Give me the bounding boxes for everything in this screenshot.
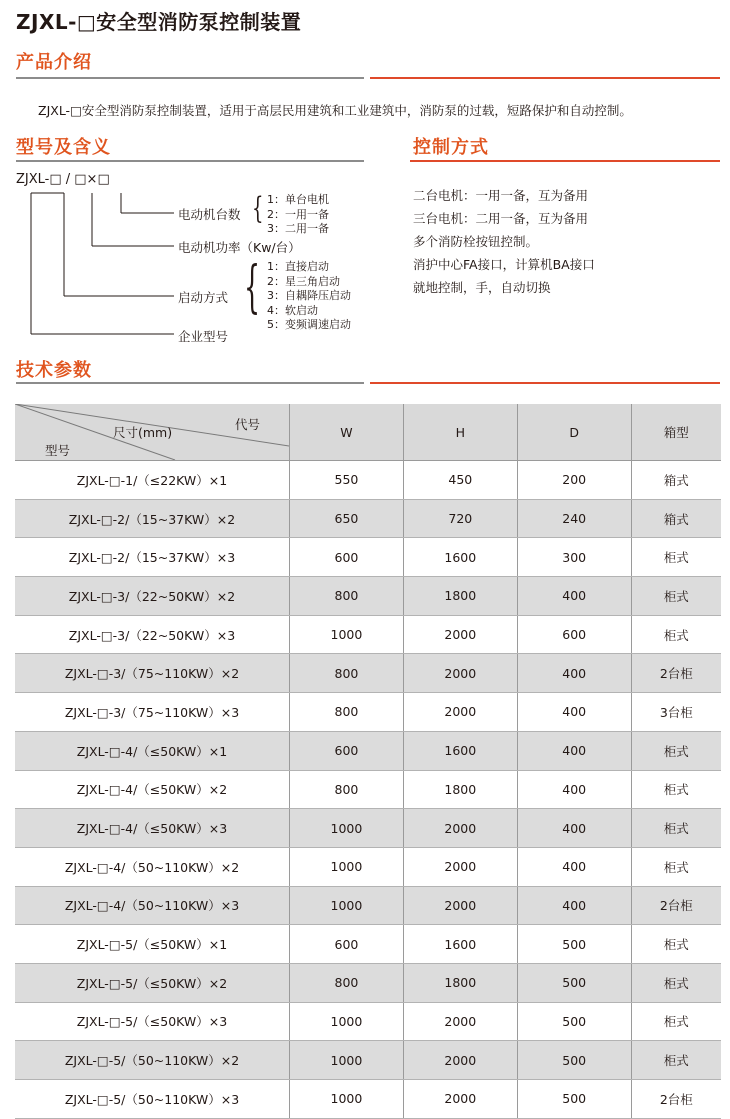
cell-model: ZJXL-□-5/（50~110KW）×2 bbox=[15, 1041, 290, 1080]
page-title: ZJXL-□安全型消防泵控制装置 bbox=[16, 10, 302, 34]
cell-w: 1000 bbox=[290, 886, 404, 925]
table-row bbox=[15, 963, 721, 1002]
cell-type: 柜式 bbox=[631, 1041, 721, 1080]
cell-type: 柜式 bbox=[631, 770, 721, 809]
cell-w: 800 bbox=[290, 963, 404, 1002]
cell-model: ZJXL-□-4/（50~110KW）×2 bbox=[15, 847, 290, 886]
cell-model: ZJXL-□-2/（15~37KW）×3 bbox=[15, 538, 290, 577]
params-table bbox=[15, 404, 721, 1119]
header-d: D bbox=[517, 404, 631, 461]
cell-model: ZJXL-□-3/（75~110KW）×3 bbox=[15, 693, 290, 732]
motor-count-option-2: 2：一用一备 bbox=[267, 207, 329, 221]
cell-type: 2台柜 bbox=[631, 886, 721, 925]
control-line: 多个消防栓按钮控制。 bbox=[413, 234, 539, 249]
cell-h: 2000 bbox=[403, 693, 517, 732]
cell-model: ZJXL-□-3/（75~110KW）×2 bbox=[15, 654, 290, 693]
cell-model: ZJXL-□-5/（≤50KW）×3 bbox=[15, 1002, 290, 1041]
cell-h: 720 bbox=[403, 499, 517, 538]
cell-type: 柜式 bbox=[631, 1002, 721, 1041]
cell-model: ZJXL-□-4/（50~110KW）×3 bbox=[15, 886, 290, 925]
cell-d: 400 bbox=[517, 654, 631, 693]
cell-type: 2台柜 bbox=[631, 654, 721, 693]
table-row bbox=[15, 847, 721, 886]
cell-d: 400 bbox=[517, 770, 631, 809]
cell-type: 箱式 bbox=[631, 499, 721, 538]
cell-d: 300 bbox=[517, 538, 631, 577]
table-row bbox=[15, 770, 721, 809]
control-list bbox=[413, 184, 595, 299]
motor-count-brace: { bbox=[252, 191, 264, 226]
cell-type: 柜式 bbox=[631, 925, 721, 964]
model-code: ZJXL-□ / □×□ bbox=[16, 172, 110, 187]
table-row bbox=[15, 693, 721, 732]
table-row bbox=[15, 577, 721, 616]
cell-h: 2000 bbox=[403, 847, 517, 886]
motor-power-label: 电动机功率（Kw/台） bbox=[178, 240, 301, 255]
header-model-label: 型号 bbox=[45, 443, 71, 458]
table-row bbox=[15, 809, 721, 848]
start-mode-option-4: 4：软启动 bbox=[267, 303, 318, 317]
cell-w: 1000 bbox=[290, 809, 404, 848]
header-code-label: 代号 bbox=[235, 417, 261, 432]
cell-model: ZJXL-□-2/（15~37KW）×2 bbox=[15, 499, 290, 538]
cell-model: ZJXL-□-3/（22~50KW）×3 bbox=[15, 615, 290, 654]
cell-w: 550 bbox=[290, 461, 404, 500]
intro-text: ZJXL-□安全型消防泵控制装置，适用于高层民用建筑和工业建筑中，消防泵的过载，短路保护和自动控制。 bbox=[38, 103, 632, 118]
cell-d: 500 bbox=[517, 963, 631, 1002]
motor-count-option-1: 1：单台电机 bbox=[267, 193, 329, 206]
table-row bbox=[15, 538, 721, 577]
start-mode-option-5: 5：变频调速启动 bbox=[267, 318, 351, 331]
params-rule-left bbox=[16, 382, 364, 384]
cell-model: ZJXL-□-4/（≤50KW）×3 bbox=[15, 809, 290, 848]
cell-w: 800 bbox=[290, 693, 404, 732]
header-w: W bbox=[290, 404, 404, 461]
start-mode-option-1: 1：直接启动 bbox=[267, 260, 329, 273]
cell-type: 箱式 bbox=[631, 461, 721, 500]
company-model-label: 企业型号 bbox=[178, 329, 229, 344]
motor-count-label: 电动机台数 bbox=[178, 207, 241, 222]
cell-h: 2000 bbox=[403, 615, 517, 654]
start-mode-brace: { bbox=[244, 255, 261, 320]
cell-d: 500 bbox=[517, 1002, 631, 1041]
cell-type: 柜式 bbox=[631, 538, 721, 577]
cell-d: 400 bbox=[517, 886, 631, 925]
cell-d: 500 bbox=[517, 925, 631, 964]
cell-model: ZJXL-□-4/（≤50KW）×1 bbox=[15, 731, 290, 770]
table-row bbox=[15, 1080, 721, 1119]
motor-count-option-3: 3：二用一备 bbox=[267, 222, 329, 235]
cell-d: 400 bbox=[517, 847, 631, 886]
cell-type: 柜式 bbox=[631, 615, 721, 654]
cell-h: 450 bbox=[403, 461, 517, 500]
cell-h: 1800 bbox=[403, 770, 517, 809]
table-row bbox=[15, 461, 721, 500]
cell-d: 600 bbox=[517, 615, 631, 654]
cell-model: ZJXL-□-5/（50~110KW）×3 bbox=[15, 1080, 290, 1119]
table-header-row bbox=[15, 404, 721, 461]
cell-d: 400 bbox=[517, 577, 631, 616]
cell-w: 1000 bbox=[290, 615, 404, 654]
control-line: 就地控制，手，自动切换 bbox=[413, 280, 551, 295]
start-mode-label: 启动方式 bbox=[178, 290, 229, 305]
cell-h: 1800 bbox=[403, 963, 517, 1002]
cell-d: 240 bbox=[517, 499, 631, 538]
control-line: 二台电机：一用一备，互为备用 bbox=[413, 188, 589, 203]
cell-d: 400 bbox=[517, 809, 631, 848]
cell-model: ZJXL-□-5/（≤50KW）×1 bbox=[15, 925, 290, 964]
table-row bbox=[15, 1002, 721, 1041]
cell-h: 2000 bbox=[403, 1041, 517, 1080]
model-diagram-lines bbox=[0, 0, 730, 360]
cell-w: 600 bbox=[290, 731, 404, 770]
cell-type: 柜式 bbox=[631, 847, 721, 886]
control-line: 消护中心FA接口，计算机BA接口 bbox=[413, 257, 595, 272]
start-mode-option-2: 2：星三角启动 bbox=[267, 274, 340, 288]
cell-d: 500 bbox=[517, 1041, 631, 1080]
cell-h: 2000 bbox=[403, 654, 517, 693]
params-rule-right bbox=[370, 382, 720, 384]
cell-type: 3台柜 bbox=[631, 693, 721, 732]
cell-d: 400 bbox=[517, 731, 631, 770]
cell-w: 1000 bbox=[290, 1002, 404, 1041]
cell-w: 800 bbox=[290, 770, 404, 809]
cell-w: 600 bbox=[290, 538, 404, 577]
cell-type: 柜式 bbox=[631, 577, 721, 616]
table-row bbox=[15, 1041, 721, 1080]
cell-model: ZJXL-□-1/（≤22KW）×1 bbox=[15, 461, 290, 500]
header-type: 箱型 bbox=[631, 404, 721, 461]
cell-type: 柜式 bbox=[631, 809, 721, 848]
cell-h: 2000 bbox=[403, 1080, 517, 1119]
cell-h: 1600 bbox=[403, 925, 517, 964]
cell-d: 500 bbox=[517, 1080, 631, 1119]
table-row bbox=[15, 886, 721, 925]
cell-h: 1800 bbox=[403, 577, 517, 616]
cell-w: 1000 bbox=[290, 847, 404, 886]
control-heading: 控制方式 bbox=[413, 137, 489, 158]
params-heading: 技术参数 bbox=[16, 360, 92, 381]
header-h: H bbox=[403, 404, 517, 461]
table-row bbox=[15, 654, 721, 693]
table-row bbox=[15, 615, 721, 654]
cell-w: 600 bbox=[290, 925, 404, 964]
table-row bbox=[15, 731, 721, 770]
cell-w: 1000 bbox=[290, 1041, 404, 1080]
cell-h: 2000 bbox=[403, 809, 517, 848]
cell-d: 200 bbox=[517, 461, 631, 500]
cell-type: 2台柜 bbox=[631, 1080, 721, 1119]
cell-d: 400 bbox=[517, 693, 631, 732]
cell-model: ZJXL-□-4/（≤50KW）×2 bbox=[15, 770, 290, 809]
cell-h: 2000 bbox=[403, 1002, 517, 1041]
table-row bbox=[15, 499, 721, 538]
start-mode-option-3: 3：自耦降压启动 bbox=[267, 289, 351, 302]
header-dim-label: 尺寸(mm) bbox=[113, 425, 173, 440]
cell-w: 800 bbox=[290, 577, 404, 616]
cell-type: 柜式 bbox=[631, 731, 721, 770]
cell-w: 1000 bbox=[290, 1080, 404, 1119]
cell-h: 2000 bbox=[403, 886, 517, 925]
table-row bbox=[15, 925, 721, 964]
header-diagonal-cell bbox=[15, 404, 290, 461]
cell-w: 800 bbox=[290, 654, 404, 693]
cell-h: 1600 bbox=[403, 731, 517, 770]
cell-model: ZJXL-□-5/（≤50KW）×2 bbox=[15, 963, 290, 1002]
cell-h: 1600 bbox=[403, 538, 517, 577]
cell-type: 柜式 bbox=[631, 963, 721, 1002]
cell-model: ZJXL-□-3/（22~50KW）×2 bbox=[15, 577, 290, 616]
intro-heading: 产品介绍 bbox=[16, 52, 92, 73]
cell-w: 650 bbox=[290, 499, 404, 538]
model-heading: 型号及含义 bbox=[16, 137, 111, 158]
control-line: 三台电机：二用一备，互为备用 bbox=[413, 211, 589, 226]
